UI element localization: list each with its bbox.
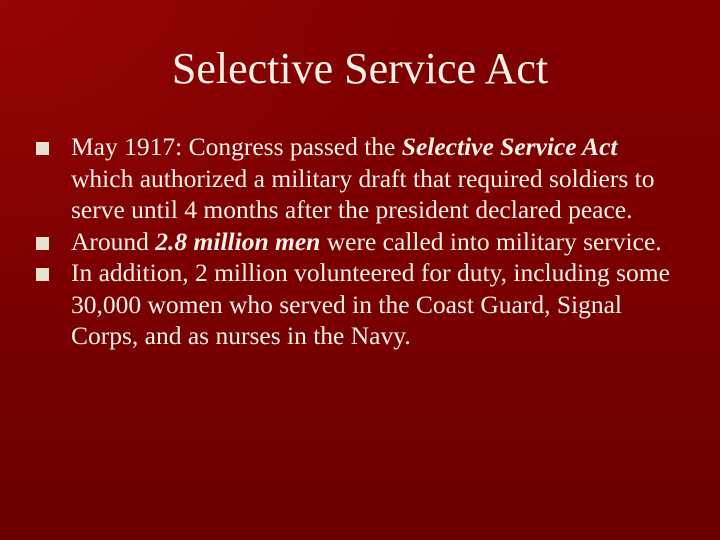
bullet-item bbox=[36, 226, 686, 258]
square-bullet-icon bbox=[36, 268, 49, 281]
bullet-text: May 1917: Congress passed the bbox=[71, 132, 402, 161]
bullet-item bbox=[36, 257, 686, 352]
square-bullet-icon bbox=[36, 237, 49, 250]
bullet-text: In addition, 2 million volunteered for duty, including some 30,000 women who served in the Coast Guard, Signal Corps, and as nurses in the Navy. bbox=[71, 258, 670, 350]
bullet-list bbox=[36, 131, 686, 352]
bullet-text: were called into military service. bbox=[320, 226, 662, 256]
bullet-item bbox=[36, 131, 686, 226]
bullet-text: Around bbox=[71, 226, 156, 256]
slide-title: Selective Service Act bbox=[171, 44, 549, 93]
bullet-emphasis: 2.8 million men bbox=[155, 226, 321, 256]
bullet-emphasis: Selective Service Act bbox=[401, 132, 618, 161]
square-bullet-icon bbox=[36, 142, 49, 155]
bullet-text: which authorized a military draft that required soldiers to serve until 4 months after the president declared peace. bbox=[71, 163, 655, 224]
